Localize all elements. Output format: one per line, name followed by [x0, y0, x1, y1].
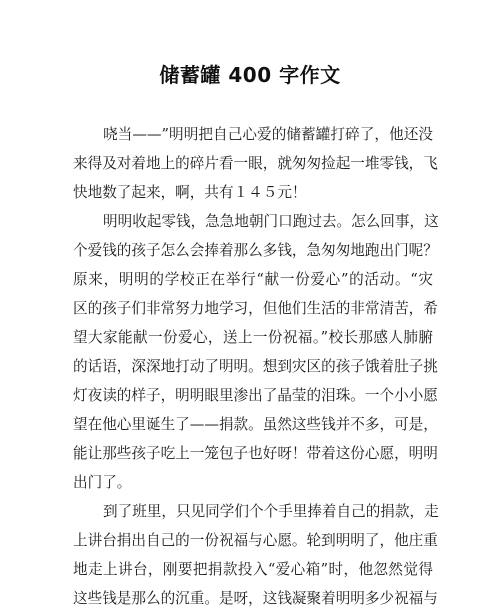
- text-line: 区的孩子们非常努力地学习，但他们生活的非常清苦，希: [73, 300, 438, 317]
- text-line: 哓当——”明明把自己心爱的储蓄罐打碎了，他还没: [103, 126, 433, 143]
- text-line: 出门了。: [73, 474, 132, 491]
- text-line: 原来，明明的学校正在举行“献一份爱心”的活动。“灾: [73, 271, 433, 288]
- text-line: 能让那些孩子吃上一笼包子也好呀！带着这份心愿，明明: [73, 445, 438, 462]
- text-line: 快地数了起来，啊，共有１４５元！: [73, 184, 307, 201]
- essay-body: [73, 120, 439, 613]
- text-line: 个爱钱的孩子怎么会捧着那么多钱，急匆匆地跑出门呢？: [73, 242, 438, 259]
- text-line: 到了班里，只见同学们个个手里捧着自己的捐款，走: [103, 503, 439, 520]
- text-line: 的话语，深深地打动了明明。想到灾区的孩子饿着肚子挑: [73, 358, 438, 375]
- text-line: 望在他心里诞生了——捐款。虽然这些钱并不多，可是，: [73, 416, 438, 433]
- text-line: 地走上讲台，刚要把捐款投入“爱心箱”时，他忽然觉得: [73, 561, 433, 578]
- text-line: 这些钱是那么的沉重。是呀，这钱凝聚着明明多少祝福与: [73, 590, 438, 607]
- text-line: 上讲台捐出自己的一份祝福与心愿。轮到明明了，他庄重: [73, 532, 438, 549]
- text-line: 望大家能献一份爱心，送上一份祝福。”校长那感人肺腑: [73, 329, 433, 346]
- document-title: 储蓄罐 400 字作文: [159, 63, 341, 87]
- text-line: 明明收起零钱，急急地朝门口跑过去。怎么回事，这: [103, 213, 439, 230]
- text-line: 来得及对着地上的碎片看一眼，就匆匆捡起一堆零钱，飞: [73, 155, 438, 172]
- text-line: 灯夜读的样子，明明眼里渗出了晶莹的泪珠。一个小小愿: [73, 387, 438, 404]
